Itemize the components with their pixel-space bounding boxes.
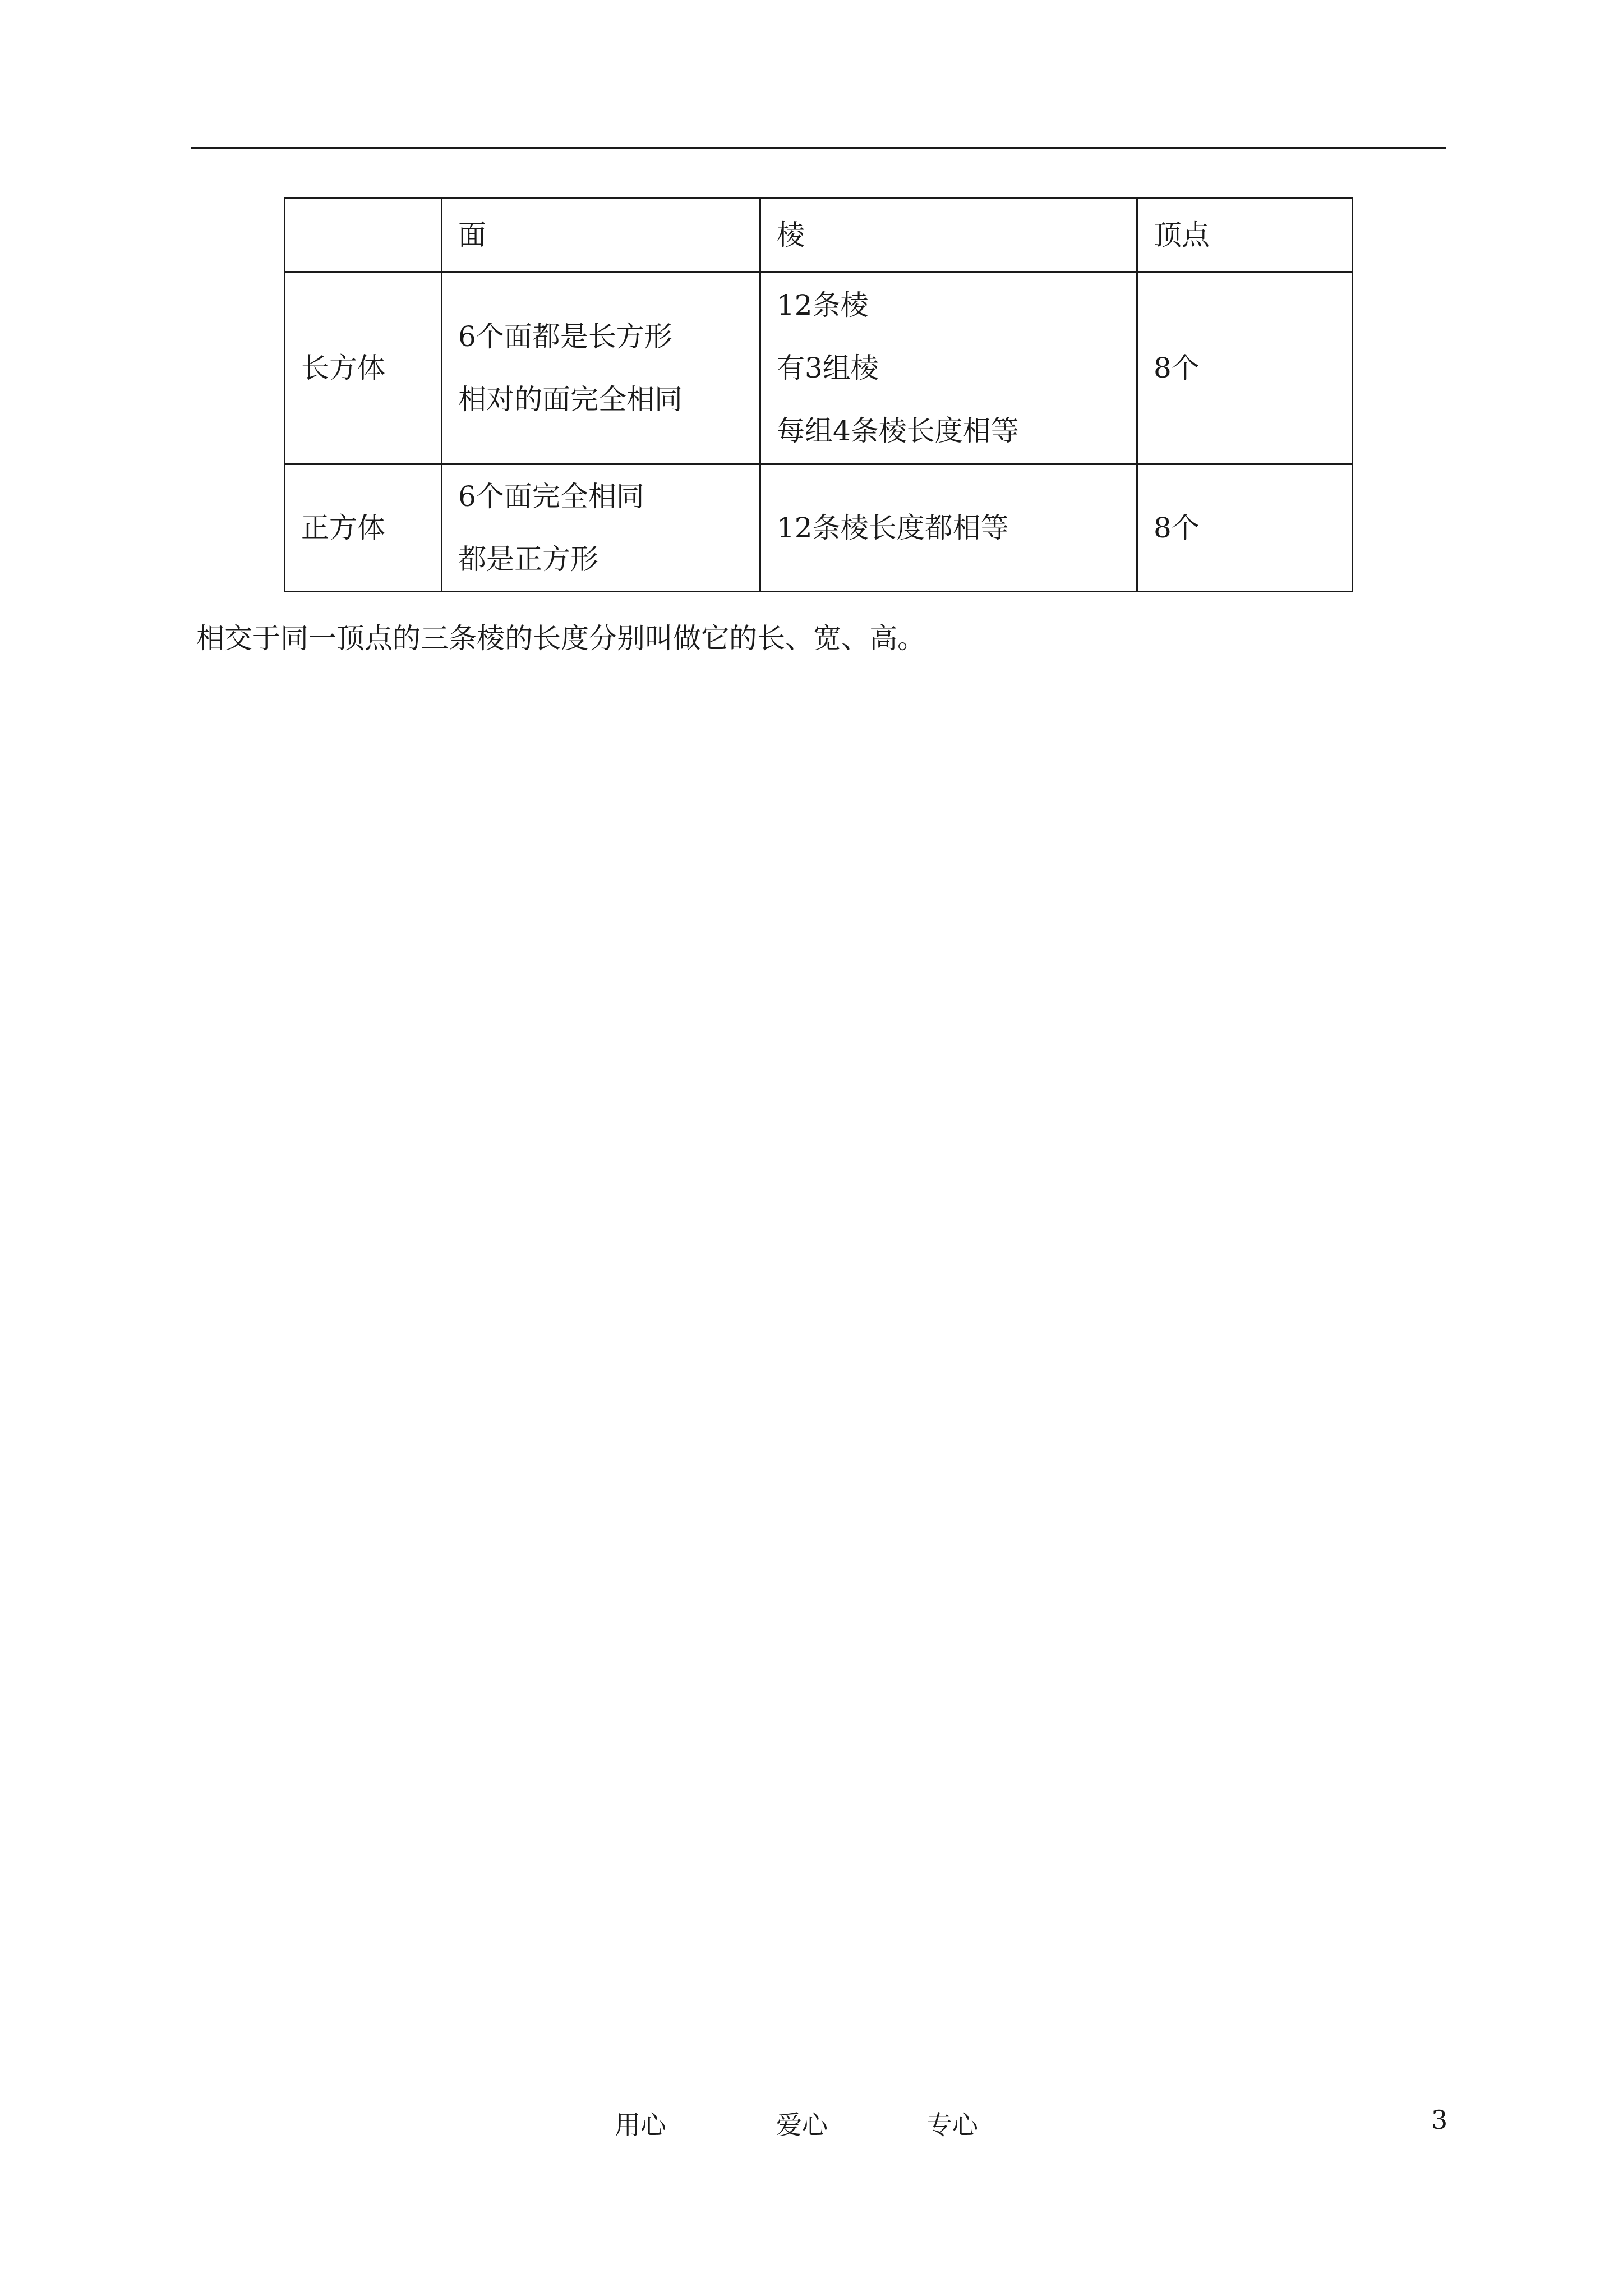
header-cell-edges: 棱 xyxy=(760,199,1137,272)
table-row-cube xyxy=(285,464,1353,592)
table-row-cuboid xyxy=(285,272,1353,464)
table-header-row xyxy=(285,199,1353,272)
cuboid-faces-line-2: 相对的面完全相同 xyxy=(458,383,683,416)
footer-motto-1: 用心 xyxy=(615,2110,666,2140)
cuboid-edges-line-2: 有3组棱 xyxy=(777,352,879,384)
cube-faces-line-1: 6个面完全相同 xyxy=(458,480,644,513)
cuboid-vertices-cell: 8个 xyxy=(1137,272,1353,464)
cuboid-faces-line-1: 6个面都是长方形 xyxy=(458,320,672,353)
cube-faces-line-2: 都是正方形 xyxy=(458,543,598,576)
cube-name-cell: 正方体 xyxy=(285,464,442,592)
page-number: 3 xyxy=(1431,2105,1448,2135)
cuboid-edges-line-1: 12条棱 xyxy=(777,289,869,321)
cube-vertices-cell: 8个 xyxy=(1137,464,1353,592)
cube-edges-line-1: 12条棱长度都相等 xyxy=(777,512,1009,544)
header-cell-faces: 面 xyxy=(442,199,760,272)
properties-table xyxy=(284,197,1353,592)
header-cell-vertices: 顶点 xyxy=(1137,199,1353,272)
cuboid-name-cell: 长方体 xyxy=(285,272,442,464)
cuboid-edges-cell xyxy=(760,272,1137,464)
header-cell-empty xyxy=(285,199,442,272)
footer-motto-3: 专心 xyxy=(926,2110,978,2140)
definition-note: 相交于同一顶点的三条棱的长度分别叫做它的长、宽、高。 xyxy=(196,622,925,655)
cube-faces-cell xyxy=(442,464,760,592)
cube-edges-cell xyxy=(760,464,1137,592)
cuboid-faces-cell xyxy=(442,272,760,464)
cuboid-edges-line-3: 每组4条棱长度相等 xyxy=(777,415,1019,447)
footer-motto-2: 爱心 xyxy=(776,2110,828,2140)
header-rule xyxy=(191,147,1446,149)
